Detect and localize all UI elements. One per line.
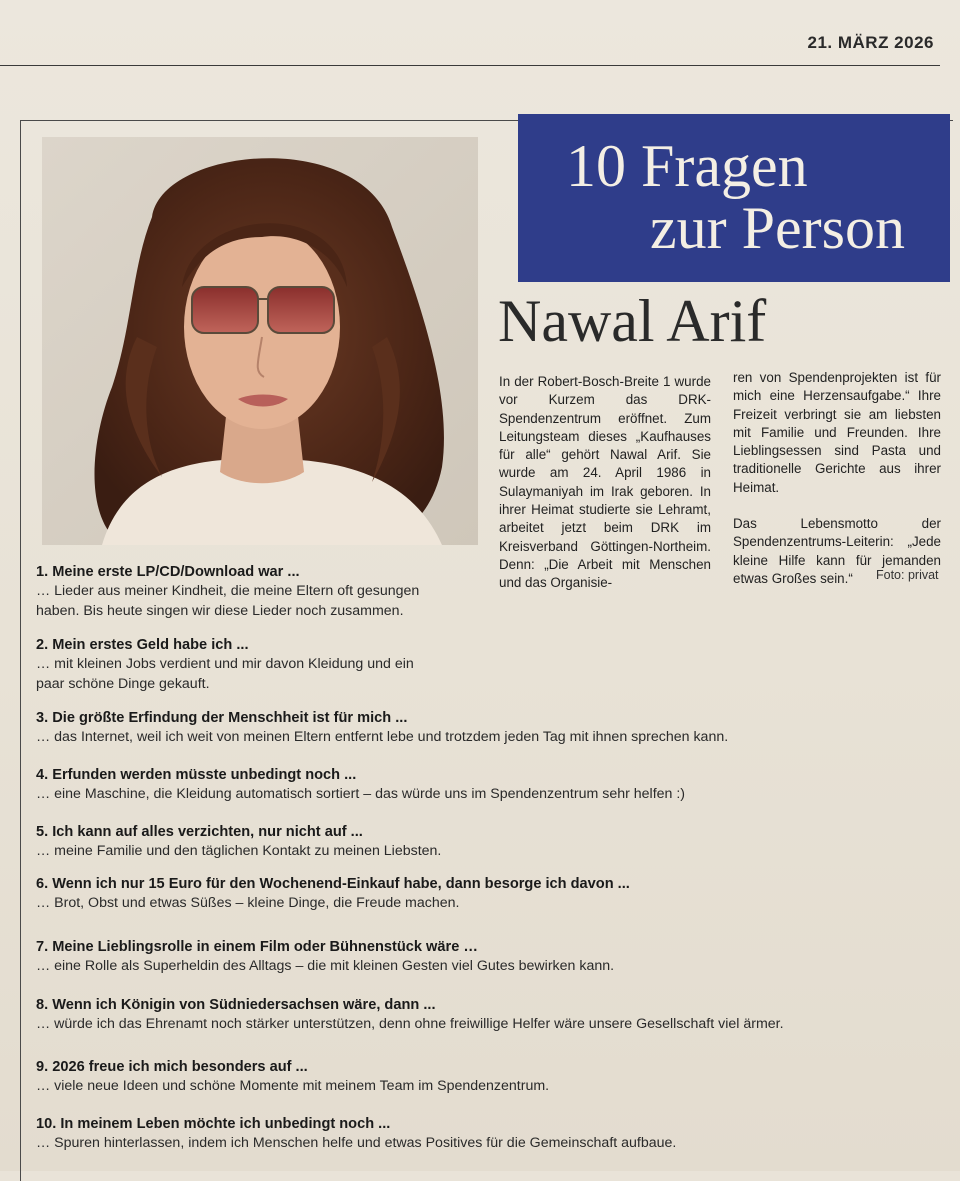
intro-column-1: In der Robert-Bosch-Breite 1 wurde vor Kurzem das DRK-Spendenzentrum eröffnet. Zum Leitungsteam dieses „Kaufhauses für alle“ gehört Nawal Arif. Sie wurde am 24. April 1986 in Sulaymaniyah im Irak geboren. In ihrer Heimat studierte sie Lehramt, arbeitet jetzt beim DRK im Kreisverband Göttingen-Northeim. Denn: „Die Arbeit mit Menschen und das Organisie-	[499, 374, 711, 591]
intro-column-2	[733, 369, 941, 588]
answer-text: … eine Rolle als Superheldin des Alltags – die mit kleinen Gesten viel Gutes bewirken kann.	[36, 958, 615, 974]
answer-text: … meine Familie und den täglichen Kontakt zu meinen Liebsten.	[36, 843, 442, 859]
question-1	[36, 563, 466, 621]
portrait-photo	[42, 137, 478, 545]
portrait-illustration	[42, 137, 478, 545]
answer-text: … Lieder aus meiner Kindheit, die meine Eltern oft gesungen haben. Bis heute singen wir diese Lieder noch zusammen.	[36, 583, 420, 619]
answer-text: … Spuren hinterlassen, indem ich Menschen helfe und etwas Positives für die Gemeinschaft aufbaue.	[36, 1135, 677, 1151]
question-7	[36, 938, 936, 977]
question-8	[36, 996, 936, 1035]
question-10	[36, 1115, 936, 1154]
question-text: 7. Meine Lieblingsrolle in einem Film oder Bühnenstück wäre …	[36, 939, 478, 955]
question-text: 5. Ich kann auf alles verzichten, nur nicht auf ...	[36, 824, 363, 840]
question-6	[36, 875, 936, 914]
headline-line-2: zur Person	[650, 195, 905, 261]
question-4	[36, 766, 936, 805]
intro-column-2-text: ren von Spendenprojekten ist für mich eine Herzensaufgabe.“ Ihre Freizeit verbringt sie am liebsten mit Familie und Freunden. Ihre Lieblingsessen sind Pasta und traditionelle Gerichte aus ihrer Heimat.	[733, 370, 941, 495]
question-text: 8. Wenn ich Königin von Südniedersachsen wäre, dann ...	[36, 997, 436, 1013]
question-text: 2. Mein erstes Geld habe ich ...	[36, 637, 249, 653]
answer-text: … das Internet, weil ich weit von meinen Eltern entfernt lebe und trotzdem jeden Tag mit ihnen sprechen kann.	[36, 729, 729, 745]
question-3	[36, 709, 936, 748]
question-text: 9. 2026 freue ich mich besonders auf ...	[36, 1059, 308, 1075]
question-9	[36, 1058, 936, 1097]
issue-date: 21. MÄRZ 2026	[807, 33, 934, 52]
question-text: 1. Meine erste LP/CD/Download war ...	[36, 564, 300, 580]
question-text: 4. Erfunden werden müsste unbedingt noch ...	[36, 767, 357, 783]
headline-banner	[518, 114, 950, 282]
answer-text: … Brot, Obst und etwas Süßes – kleine Dinge, die Freude machen.	[36, 895, 460, 911]
life-motto: Das Lebensmotto der Spendenzentrums-Leiterin: „Jede kleine Hilfe kann für jemanden etwas Großes sein.“	[733, 516, 941, 586]
answer-text: … würde ich das Ehrenamt noch stärker unterstützen, denn ohne freiwillige Helfer wäre unsere Gesellschaft viel ärmer.	[36, 1016, 784, 1032]
photo-credit: Foto: privat	[876, 568, 939, 582]
question-text: 10. In meinem Leben möchte ich unbedingt noch ...	[36, 1116, 391, 1132]
question-5	[36, 823, 936, 862]
headline-line-1: 10 Fragen	[566, 133, 808, 199]
header-rule	[0, 65, 940, 66]
answer-text: … eine Maschine, die Kleidung automatisch sortiert – das würde uns im Spendenzentrum sehr helfen :)	[36, 786, 686, 802]
answer-text: … viele neue Ideen und schöne Momente mit meinem Team im Spendenzentrum.	[36, 1078, 550, 1094]
question-text: 6. Wenn ich nur 15 Euro für den Wochenend-Einkauf habe, dann besorge ich davon ...	[36, 876, 630, 892]
question-text: 3. Die größte Erfindung der Menschheit ist für mich ...	[36, 710, 408, 726]
question-2	[36, 636, 436, 694]
person-name: Nawal Arif	[498, 288, 767, 354]
answer-text: … mit kleinen Jobs verdient und mir davon Kleidung und ein paar schöne Dinge gekauft.	[36, 656, 414, 692]
